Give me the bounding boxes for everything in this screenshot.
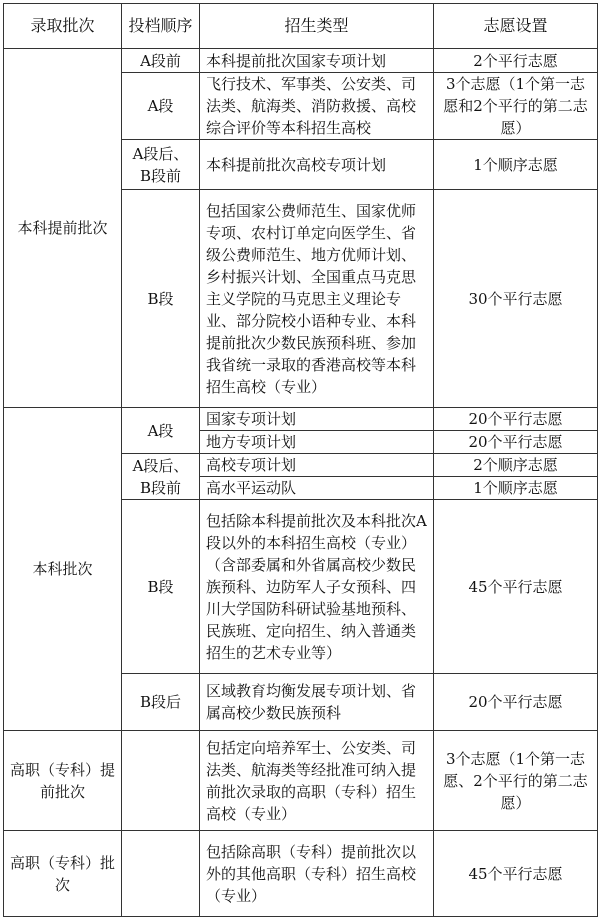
order-cell xyxy=(122,831,200,917)
header-batch: 录取批次 xyxy=(4,4,122,49)
type-cell: 包括除高职（专科）提前批次以外的其他高职（专科）招生高校（专业） xyxy=(200,831,434,917)
order-cell: A段后、B段前 xyxy=(122,140,200,190)
type-cell: 高校专项计划 xyxy=(200,454,434,477)
order-cell: A段后、B段前 xyxy=(122,454,200,500)
setting-cell: 2个顺序志愿 xyxy=(434,454,598,477)
type-cell: 本科提前批次高校专项计划 xyxy=(200,140,434,190)
header-setting: 志愿设置 xyxy=(434,4,598,49)
type-cell: 飞行技术、军事类、公安类、司法类、航海类、消防救援、高校综合评价等本科招生高校 xyxy=(200,73,434,140)
setting-cell: 3个志愿（1个第一志愿、2个平行的第二志愿） xyxy=(434,731,598,831)
type-cell: 包括除本科提前批次及本科批次A段以外的本科招生高校（专业）（含部委属和外省属高校少数民族预科、边防军人子女预科、四川大学国防科研试验基地预科、民族班、定向招生、纳入普通类招生的艺术专业等） xyxy=(200,500,434,674)
setting-cell: 3个志愿（1个第一志愿和2个平行的第二志愿） xyxy=(434,73,598,140)
setting-cell: 30个平行志愿 xyxy=(434,190,598,408)
batch-cell: 高职（专科）提前批次 xyxy=(4,731,122,831)
table-row xyxy=(4,49,598,73)
order-cell: B段后 xyxy=(122,674,200,731)
setting-cell: 20个平行志愿 xyxy=(434,674,598,731)
order-cell: A段 xyxy=(122,73,200,140)
order-cell xyxy=(122,731,200,831)
type-cell: 包括定向培养军士、公安类、司法类、航海类等经批准可纳入提前批次录取的高职（专科）招生高校（专业） xyxy=(200,731,434,831)
type-cell: 高水平运动队 xyxy=(200,477,434,500)
batch-cell: 高职（专科）批次 xyxy=(4,831,122,917)
batch-cell: 本科提前批次 xyxy=(4,49,122,408)
batch-cell: 本科批次 xyxy=(4,408,122,731)
type-cell: 地方专项计划 xyxy=(200,431,434,454)
header-type: 招生类型 xyxy=(200,4,434,49)
setting-cell: 45个平行志愿 xyxy=(434,500,598,674)
enrollment-table xyxy=(3,3,598,917)
setting-cell: 2个平行志愿 xyxy=(434,49,598,73)
table-row xyxy=(4,408,598,431)
order-cell: B段 xyxy=(122,190,200,408)
header-order: 投档顺序 xyxy=(122,4,200,49)
type-cell: 区域教育均衡发展专项计划、省属高校少数民族预科 xyxy=(200,674,434,731)
setting-cell: 1个顺序志愿 xyxy=(434,477,598,500)
table-row xyxy=(4,731,598,831)
setting-cell: 20个平行志愿 xyxy=(434,431,598,454)
type-cell: 国家专项计划 xyxy=(200,408,434,431)
setting-cell: 45个平行志愿 xyxy=(434,831,598,917)
order-cell: A段前 xyxy=(122,49,200,73)
header-row xyxy=(4,4,598,49)
order-cell: A段 xyxy=(122,408,200,454)
order-cell: B段 xyxy=(122,500,200,674)
setting-cell: 1个顺序志愿 xyxy=(434,140,598,190)
type-cell: 包括国家公费师范生、国家优师专项、农村订单定向医学生、省级公费师范生、地方优师计划、乡村振兴计划、全国重点马克思主义学院的马克思主义理论专业、部分院校小语种专业、本科提前批次少数民族预科班、参加我省统一录取的香港高校等本科招生高校（专业） xyxy=(200,190,434,408)
setting-cell: 20个平行志愿 xyxy=(434,408,598,431)
table-row xyxy=(4,831,598,917)
type-cell: 本科提前批次国家专项计划 xyxy=(200,49,434,73)
